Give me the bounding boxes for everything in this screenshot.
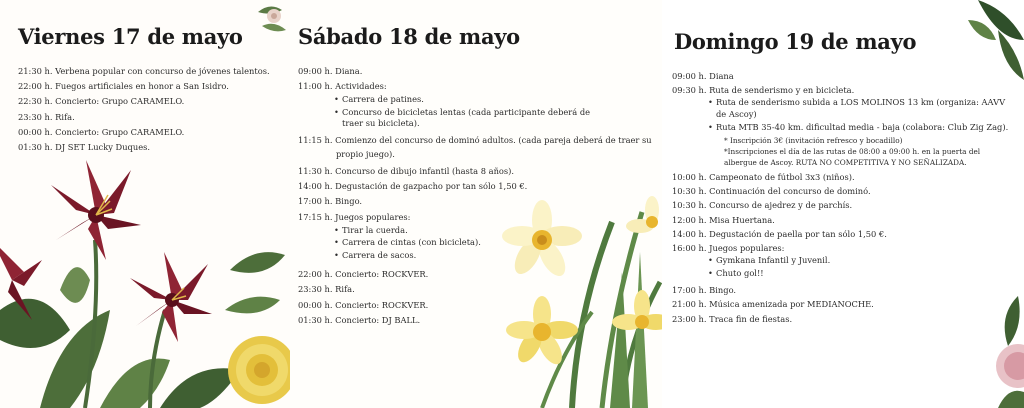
event-subitem: • Carrera de cintas (con bicicleta).	[298, 237, 653, 249]
event-item: 14:00 h. Degustación de gazpacho por tan sólo 1,50 €.	[298, 181, 528, 192]
event-item: 11:30 h. Concurso de dibujo infantil (hasta 8 años).	[298, 165, 515, 176]
event-subitem: • Ruta MTB 35-40 km. dificultad media - baja (colabora: Club Zig Zag).	[672, 122, 1016, 134]
event-subitem: • Carrera de sacos.	[298, 250, 653, 262]
event-item: 21:00 h. Música amenizada por MEDIANOCHE.	[672, 299, 874, 310]
event-subitem: • Ruta de senderismo subida a LOS MOLINOS 13 km (organiza: AAVV de Ascoy)	[672, 97, 1006, 120]
red-lily-illustration	[0, 160, 290, 408]
sunday-title: Domingo 19 de mayo	[674, 29, 917, 54]
event-item: 11:00 h. Actividades:	[298, 81, 387, 92]
event-note: * Inscripción 3€ (invitación refresco y bocadillo)	[724, 135, 903, 145]
event-item: 09:00 h. Diana.	[298, 66, 363, 76]
event-subitem: • Concurso de bicicletas lentas (cada participante deberá de traer su bicicleta).	[298, 107, 592, 130]
saturday-panel	[290, 0, 662, 408]
leaf-illustration	[968, 0, 1024, 80]
event-item: 01:30 h. Concierto: DJ BALL.	[298, 314, 421, 325]
event-item: 16:00 h. Juegos populares:	[672, 242, 785, 253]
event-subitem: • Tirar la cuerda.	[298, 225, 653, 237]
event-item: 10:30 h. Concurso de ajedrez y de parchís.	[672, 200, 853, 211]
event-subitem: • Gymkana Infantil y Juvenil.	[672, 255, 1017, 267]
event-item: 21:30 h. Verbena popular con concurso de jóvenes talentos.	[18, 66, 270, 76]
event-note: *Inscripciones el día de las rutas de 08:00 a 09:00 h. en la puerta del albergue de Ascoy. RUTA NO COMPETITIVA Y NO SEÑALIZADA.	[724, 146, 981, 167]
sunday-panel	[662, 0, 1024, 408]
event-subitem: • Carrera de patines.	[298, 94, 653, 106]
event-item: 22:00 h. Concierto: ROCKVER.	[298, 269, 429, 280]
event-item: 09:00 h. Diana	[672, 71, 734, 81]
event-item: 00:00 h. Concierto: Grupo CARAMELO.	[18, 126, 185, 137]
event-item: 09:30 h. Ruta de senderismo y en bicicleta.	[672, 85, 855, 96]
event-item: 22:00 h. Fuegos artificiales en honor a San Isidro.	[18, 81, 229, 92]
friday-title: Viernes 17 de mayo	[18, 24, 243, 49]
event-item: 23:00 h. Traca fin de fiestas.	[672, 313, 793, 324]
event-item: 23:30 h. Rifa.	[18, 111, 75, 122]
event-item: 10:30 h. Continuación del concurso de dominó.	[672, 186, 871, 197]
event-item: 22:30 h. Concierto: Grupo CARAMELO.	[18, 96, 185, 107]
event-item: 17:00 h. Bingo.	[298, 196, 363, 207]
friday-events	[18, 64, 283, 155]
event-item: 14:00 h. Degustación de paella por tan sólo 1,50 €.	[672, 228, 887, 239]
saturday-title: Sábado 18 de mayo	[298, 24, 520, 49]
event-item: 00:00 h. Concierto: ROCKVER.	[298, 299, 429, 310]
event-subitem: • Chuto gol!!	[672, 268, 1017, 280]
event-item: 01:30 h. DJ SET Lucky Duques.	[18, 142, 151, 153]
event-item: 17:15 h. Juegos populares:	[298, 211, 411, 222]
saturday-events	[298, 64, 653, 328]
event-item: 23:30 h. Rifa.	[298, 284, 355, 295]
event-item: 11:15 h. Comienzo del concurso de dominó adultos. (cada pareja deberá de traer su propio juego).	[298, 134, 652, 159]
event-item: 17:00 h. Bingo.	[672, 285, 737, 296]
event-item: 10:00 h. Campeonato de fútbol 3x3 (niños).	[672, 171, 855, 182]
event-item: 12:00 h. Misa Huertana.	[672, 214, 775, 225]
friday-panel	[0, 0, 290, 408]
sunday-events	[672, 69, 1017, 326]
corner-flower-illustration	[248, 0, 290, 44]
